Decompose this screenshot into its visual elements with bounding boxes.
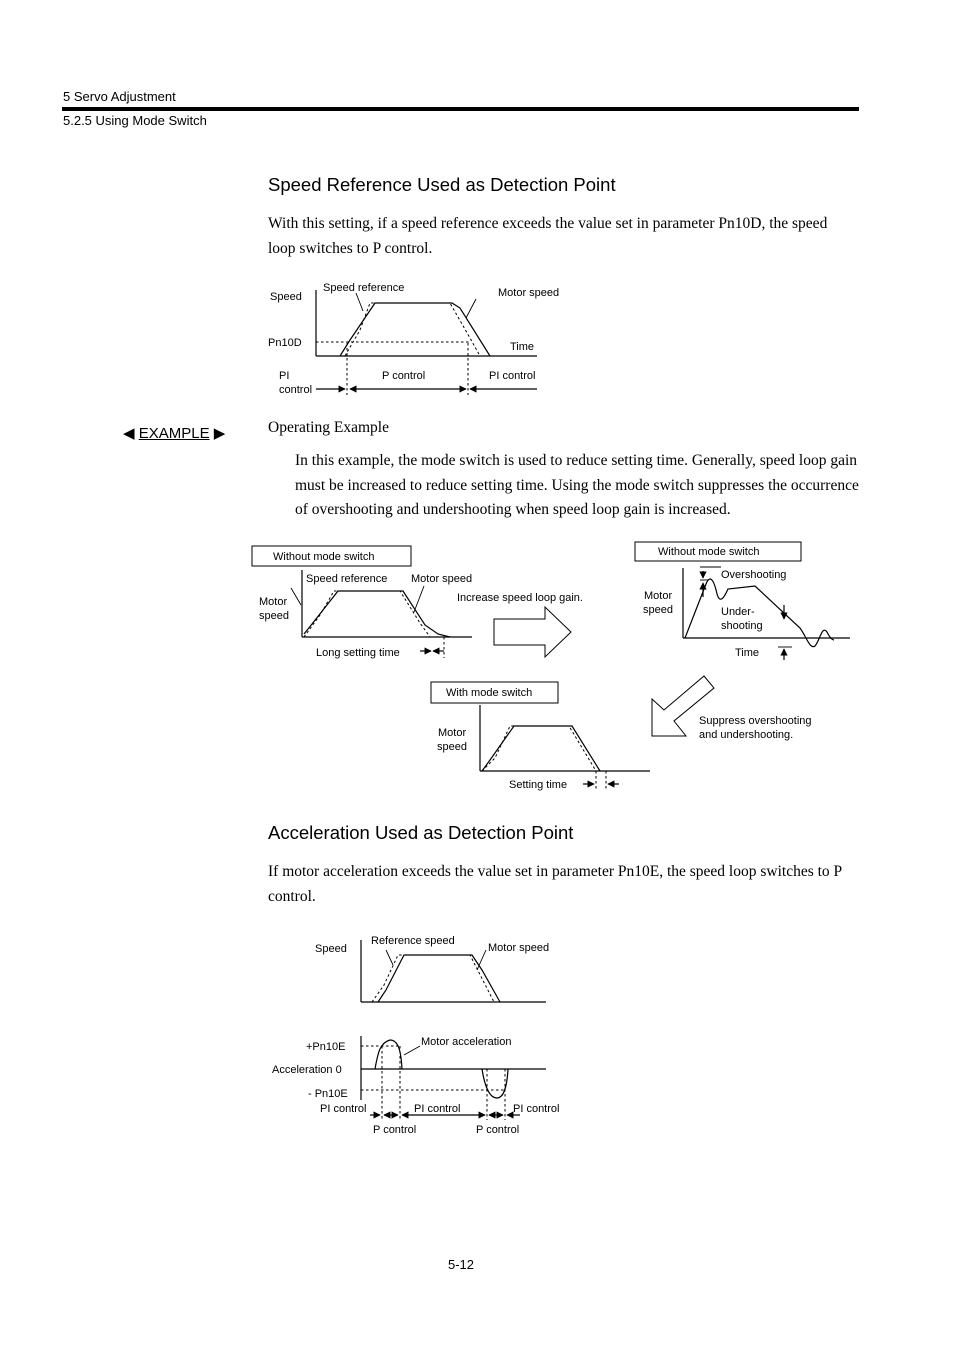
fig2-time-label: Time	[735, 647, 760, 659]
fig1-speed-label: Speed	[270, 291, 302, 303]
fig2-speed-label-right: speed	[643, 604, 673, 616]
fig1-motor-speed-label: Motor speed	[498, 287, 560, 299]
fig2-with-label: With mode switch	[446, 687, 533, 699]
fig3-motor-acceleration-label: Motor acceleration	[421, 1036, 512, 1048]
fig2-motor-speed-label: Motor speed	[411, 573, 473, 585]
fig1-pi-label: PI	[279, 370, 290, 382]
fig3-pi-control-label-3: PI control	[513, 1103, 560, 1115]
suppress-arrow	[652, 676, 812, 741]
increase-gain-label: Increase speed loop gain.	[457, 592, 583, 604]
suppress-label-2: and undershooting.	[699, 729, 794, 741]
triangle-right-icon: ▶	[213, 425, 226, 442]
figure3-acceleration	[272, 935, 559, 1136]
figure1-speed-reference	[268, 282, 559, 396]
fig2-motor-label-left: Motor	[259, 596, 288, 608]
section1-body: With this setting, if a speed reference exceeds the value set in parameter Pn10D, the speed loop switches to P control.	[268, 215, 828, 257]
fig3-speed-label: Speed	[315, 943, 347, 955]
figure2-without-mode-switch-left	[252, 546, 472, 659]
figure2-without-mode-switch-right	[635, 542, 850, 660]
fig1-pn10d-label: Pn10D	[268, 337, 302, 349]
section-header: 5.2.5 Using Mode Switch	[63, 113, 207, 128]
section2-body: If motor acceleration exceeds the value set in parameter Pn10E, the speed loop switches to P control.	[268, 863, 842, 905]
page-number: 5-12	[448, 1257, 475, 1272]
fig2-speed-label-with: speed	[437, 741, 467, 753]
overshooting-label: Overshooting	[721, 569, 787, 581]
section2-heading: Acceleration Used as Detection Point	[268, 822, 574, 843]
fig3-motor-speed-label: Motor speed	[488, 942, 550, 954]
example-title: Operating Example	[268, 419, 389, 436]
fig3-acceleration-zero-label: Acceleration 0	[272, 1064, 342, 1076]
section1-heading: Speed Reference Used as Detection Point	[268, 174, 616, 195]
fig1-pi-control-label: PI control	[489, 370, 536, 382]
chapter-header: 5 Servo Adjustment	[63, 89, 176, 104]
fig1-control-label: control	[279, 384, 313, 396]
fig2-motor-label-with: Motor	[438, 727, 467, 739]
fig2-long-setting-time-label: Long setting time	[316, 647, 400, 659]
setting-time-label: Setting time	[509, 779, 568, 791]
figure2-with-mode-switch	[431, 682, 650, 791]
fig3-pi-control-label-1: PI control	[320, 1103, 367, 1115]
suppress-label-1: Suppress overshooting	[699, 715, 812, 727]
increase-gain-arrow	[457, 592, 583, 657]
fig3-reference-speed-label: Reference speed	[371, 935, 455, 947]
shooting-label: shooting	[721, 620, 763, 632]
fig1-speed-reference-label: Speed reference	[323, 282, 405, 294]
fig2-speed-label-left: speed	[259, 610, 289, 622]
fig3-p-control-label-2: P control	[476, 1124, 520, 1136]
under-label: Under-	[721, 606, 755, 618]
fig2-without-label-left: Without mode switch	[273, 551, 375, 563]
fig2-speed-reference-label: Speed reference	[306, 573, 388, 585]
fig1-p-control-label: P control	[382, 370, 426, 382]
fig3-p-control-label-1: P control	[373, 1124, 417, 1136]
example-label: EXAMPLE	[138, 425, 210, 442]
triangle-left-icon: ◀	[123, 425, 135, 442]
fig3-plus-pn10e-label: +Pn10E	[306, 1041, 346, 1053]
example-body: In this example, the mode switch is used to reduce setting time. Generally, speed loop gain must be increased to reduce setting time. Using the mode switch suppresses the occurrence of overshooting and undershooting when speed loop gain is increased.	[295, 452, 859, 518]
fig3-minus-pn10e-label: - Pn10E	[308, 1088, 348, 1100]
fig2-motor-label-right: Motor	[644, 590, 673, 602]
fig3-pi-control-label-2: PI control	[414, 1103, 461, 1115]
example-marker	[123, 424, 225, 442]
fig1-time-label: Time	[510, 341, 535, 353]
fig2-without-label-right: Without mode switch	[658, 546, 760, 558]
